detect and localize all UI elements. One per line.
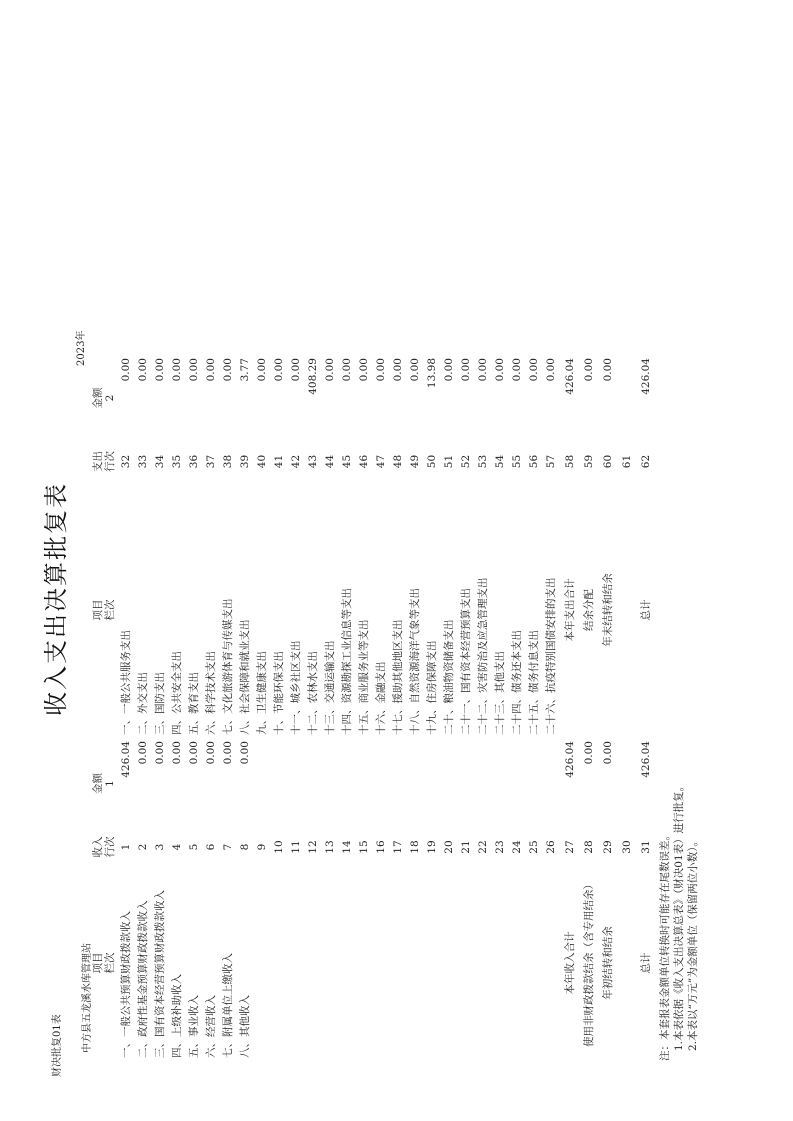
income-amount-cell bbox=[617, 738, 636, 829]
expense-label: 支出 bbox=[92, 451, 104, 472]
income-item-cell bbox=[543, 865, 560, 1061]
income-amount-cell bbox=[288, 738, 305, 829]
income-item-cell bbox=[441, 865, 458, 1061]
expense-rownum-cell: 32 bbox=[120, 454, 132, 469]
expense-rownum-cell: 45 bbox=[341, 454, 353, 469]
expense-rownum-cell: 47 bbox=[375, 454, 387, 469]
expense-item-cell: 本年支出合计 bbox=[564, 578, 576, 642]
income-item-cell bbox=[390, 865, 407, 1061]
income-rownum-cell: 4 bbox=[171, 843, 183, 851]
income-amount-cell: 0.00 bbox=[171, 741, 183, 765]
income-item-cell bbox=[322, 865, 339, 1061]
income-item-cell bbox=[373, 865, 390, 1061]
income-amount-cell: 0.00 bbox=[239, 741, 251, 765]
income-rownum-cell: 16 bbox=[375, 840, 387, 854]
income-item-cell bbox=[424, 865, 441, 1061]
total-row bbox=[617, 355, 636, 1061]
expense-amount-cell: 426.04 bbox=[564, 358, 576, 395]
expense-item-cell: 六、科学技术支出 bbox=[205, 651, 217, 735]
expense-item-cell: 二、外交支出 bbox=[137, 672, 149, 735]
table-row bbox=[492, 355, 509, 1061]
expense-rownum-cell: 33 bbox=[137, 454, 149, 469]
income-item-cell bbox=[288, 865, 305, 1061]
income-rownum-cell: 15 bbox=[358, 840, 370, 854]
table-row bbox=[169, 355, 186, 1061]
income-rownum-cell: 8 bbox=[239, 843, 251, 851]
table-row bbox=[152, 355, 169, 1061]
table-row bbox=[305, 355, 322, 1061]
income-item-cell bbox=[271, 865, 288, 1061]
income-rownum-header bbox=[90, 829, 118, 865]
expense-item-cell: 八、社会保障和就业支出 bbox=[239, 619, 251, 735]
table-row bbox=[322, 355, 339, 1061]
table-header bbox=[90, 355, 118, 1061]
income-item-cell: 总计 bbox=[640, 952, 652, 974]
expense-item-cell: 二十、粮油物资储备支出 bbox=[443, 619, 455, 735]
expense-rownum-cell: 60 bbox=[602, 454, 614, 469]
income-rownum-cell: 26 bbox=[545, 840, 557, 854]
income-amount-header bbox=[90, 738, 118, 829]
expense-item-header bbox=[90, 482, 118, 738]
expense-item-cell: 一、一般公共服务支出 bbox=[120, 630, 132, 735]
table-row bbox=[373, 355, 390, 1061]
income-amount-cell bbox=[356, 738, 373, 829]
table-row bbox=[135, 355, 152, 1061]
income-item-cell bbox=[356, 865, 373, 1061]
income-rownum-cell: 7 bbox=[222, 843, 234, 851]
expense-amount-cell: 3.77 bbox=[239, 358, 251, 382]
total-row bbox=[579, 355, 598, 1061]
expense-amount-cell: 0.00 bbox=[171, 358, 183, 382]
income-label: 收入 bbox=[92, 836, 104, 858]
expense-item-cell: 四、公共安全支出 bbox=[171, 651, 183, 735]
expense-amount-cell: 0.00 bbox=[443, 358, 455, 382]
expense-item-cell: 十二、农林水支出 bbox=[307, 651, 319, 735]
table-row bbox=[475, 355, 492, 1061]
expense-rownum-cell: 40 bbox=[256, 454, 268, 469]
total-row bbox=[560, 355, 579, 1061]
income-amount-cell bbox=[339, 738, 356, 829]
income-amount-cell: 0.00 bbox=[188, 741, 200, 765]
income-item-cell bbox=[492, 865, 509, 1061]
expense-rownum-cell: 59 bbox=[583, 454, 595, 469]
income-item-cell bbox=[305, 865, 322, 1061]
income-amount-cell bbox=[492, 738, 509, 829]
income-rownum-cell: 5 bbox=[188, 843, 200, 851]
expense-amount-cell: 0.00 bbox=[341, 358, 353, 382]
income-amount-cell: 0.00 bbox=[222, 741, 234, 765]
income-amount-cell bbox=[407, 738, 424, 829]
expense-rownum-cell: 57 bbox=[545, 454, 557, 469]
income-rownum-cell: 18 bbox=[409, 840, 421, 854]
income-amount-cell bbox=[475, 738, 492, 829]
expense-rownum-cell: 42 bbox=[290, 454, 302, 469]
expense-amount-cell: 0.00 bbox=[120, 358, 132, 382]
expense-rownum-cell: 49 bbox=[409, 454, 421, 469]
income-amount-cell: 426.04 bbox=[120, 741, 132, 778]
expense-amount-cell: 0.00 bbox=[545, 358, 557, 382]
expense-rownum-header bbox=[90, 441, 118, 482]
income-amount-cell bbox=[526, 738, 543, 829]
income-item-cell: 使用非财政拨款结余（含专用结余） bbox=[583, 879, 595, 1047]
expense-amount-cell: 0.00 bbox=[477, 358, 489, 382]
expense-rownum-cell: 53 bbox=[477, 454, 489, 469]
expense-rownum-cell: 41 bbox=[273, 454, 285, 469]
income-item-cell: 四、上级补助收入 bbox=[171, 974, 183, 1058]
rownum-label: 行次 bbox=[104, 451, 116, 472]
income-item-cell: 三、国有资本经营预算财政拨款收入 bbox=[154, 890, 166, 1058]
expense-amount-cell: 13.98 bbox=[426, 358, 438, 389]
income-item-cell: 一、一般公共预算财政拨款收入 bbox=[120, 911, 132, 1058]
income-rownum-cell: 6 bbox=[205, 843, 217, 851]
expense-amount-cell: 0.00 bbox=[188, 358, 200, 382]
expense-amount-cell: 0.00 bbox=[205, 358, 217, 382]
expense-amount-cell: 0.00 bbox=[392, 358, 404, 382]
income-rownum-cell: 20 bbox=[443, 840, 455, 854]
expense-amount-cell: 0.00 bbox=[460, 358, 472, 382]
expense-rownum-cell: 35 bbox=[171, 454, 183, 469]
expense-item-cell: 三、国防支出 bbox=[154, 672, 166, 735]
income-item-cell bbox=[458, 865, 475, 1061]
expense-rownum-cell: 61 bbox=[621, 454, 633, 469]
income-amount-cell: 0.00 bbox=[154, 741, 166, 765]
income-amount-cell bbox=[271, 738, 288, 829]
table-row bbox=[118, 355, 135, 1061]
expense-amount-cell: 0.00 bbox=[290, 358, 302, 382]
income-rownum-cell: 12 bbox=[307, 840, 319, 854]
income-amount-cell: 0.00 bbox=[205, 741, 217, 765]
income-item-cell: 年初结转和结余 bbox=[602, 926, 614, 1000]
income-rownum-cell: 10 bbox=[273, 840, 285, 854]
expense-item-cell: 十四、资源勘探工业信息等支出 bbox=[341, 588, 353, 735]
expense-item-cell: 十一、城乡社区支出 bbox=[290, 640, 302, 735]
income-rownum-cell: 13 bbox=[324, 840, 336, 854]
expense-item-cell: 二十一、国有资本经营预算支出 bbox=[460, 588, 472, 735]
expense-rownum-cell: 51 bbox=[443, 454, 455, 469]
table-row bbox=[288, 355, 305, 1061]
income-rownum-cell: 17 bbox=[392, 840, 404, 854]
income-amount-cell: 0.00 bbox=[137, 741, 149, 765]
expense-item-cell: 二十五、债务付息支出 bbox=[528, 630, 540, 735]
income-item-cell: 七、附属单位上缴收入 bbox=[222, 953, 234, 1058]
expense-rownum-cell: 44 bbox=[324, 454, 336, 469]
expense-amount-cell: 0.00 bbox=[409, 358, 421, 382]
table-body bbox=[118, 355, 560, 1061]
expense-rownum-cell: 50 bbox=[426, 454, 438, 469]
expense-amount-cell: 0.00 bbox=[375, 358, 387, 382]
income-amount-cell bbox=[373, 738, 390, 829]
income-item-header bbox=[90, 865, 118, 1061]
expense-item-cell: 年末结转和结余 bbox=[602, 573, 614, 647]
expense-rownum-cell: 46 bbox=[358, 454, 370, 469]
income-rownum-cell: 22 bbox=[477, 840, 489, 854]
table-row bbox=[509, 355, 526, 1061]
income-rownum-cell: 1 bbox=[120, 843, 132, 851]
income-rownum-cell: 21 bbox=[460, 840, 472, 854]
note-line: 2.本表以“万元”为金额单位（保留两位小数）。 bbox=[687, 835, 699, 1051]
expense-amount-cell: 0.00 bbox=[511, 358, 523, 382]
expense-amount-cell: 0.00 bbox=[602, 358, 614, 382]
expense-item-cell: 五、教育支出 bbox=[188, 672, 200, 735]
expense-rownum-cell: 48 bbox=[392, 454, 404, 469]
income-item-cell bbox=[407, 865, 424, 1061]
income-rownum-cell: 27 bbox=[564, 840, 576, 854]
income-amount-cell bbox=[322, 738, 339, 829]
table-row bbox=[458, 355, 475, 1061]
table-row bbox=[407, 355, 424, 1061]
income-item-cell: 五、事业收入 bbox=[188, 995, 200, 1058]
expense-rownum-cell: 55 bbox=[511, 454, 523, 469]
table-row bbox=[543, 355, 560, 1061]
expense-rownum-cell: 52 bbox=[460, 454, 472, 469]
expense-item-cell: 二十六、抗疫特别国债安排的支出 bbox=[545, 577, 557, 735]
col-label: 栏次 bbox=[104, 599, 116, 621]
income-amount-cell bbox=[305, 738, 322, 829]
table-row bbox=[220, 355, 237, 1061]
income-rownum-cell: 31 bbox=[640, 840, 652, 854]
income-rownum-cell: 23 bbox=[494, 840, 506, 854]
form-code: 财决批复01表 bbox=[52, 1014, 63, 1077]
expense-amount-header bbox=[90, 355, 118, 441]
income-rownum-cell: 28 bbox=[583, 840, 595, 854]
expense-item-cell: 十七、援助其他地区支出 bbox=[392, 619, 404, 735]
income-rownum-cell: 2 bbox=[137, 843, 149, 851]
total-row bbox=[636, 355, 655, 1061]
table-totals bbox=[560, 355, 655, 1061]
income-amount-cell: 426.04 bbox=[640, 741, 652, 778]
table-row bbox=[390, 355, 407, 1061]
income-rownum-cell: 19 bbox=[426, 840, 438, 854]
table-row bbox=[271, 355, 288, 1061]
income-amount-cell: 0.00 bbox=[602, 741, 614, 765]
item-label: 项目 bbox=[92, 952, 104, 974]
expense-rownum-cell: 62 bbox=[640, 454, 652, 469]
amount-label: 金额 bbox=[92, 773, 104, 794]
table-row bbox=[254, 355, 271, 1061]
income-rownum-cell: 9 bbox=[256, 843, 268, 851]
total-row bbox=[598, 355, 617, 1061]
expense-item-cell: 十六、金融支出 bbox=[375, 661, 387, 735]
expense-rownum-cell: 38 bbox=[222, 454, 234, 469]
income-amount-cell bbox=[441, 738, 458, 829]
expense-rownum-cell: 43 bbox=[307, 454, 319, 469]
note-line: 1.本表依据《收入支出决算总表》（财决01表）进行批复。 bbox=[673, 780, 685, 1051]
expense-amount-cell: 0.00 bbox=[528, 358, 540, 382]
income-amount-cell bbox=[543, 738, 560, 829]
expense-rownum-cell: 36 bbox=[188, 454, 200, 469]
amount-label: 金额 bbox=[92, 387, 104, 409]
expense-item-cell: 九、卫生健康支出 bbox=[256, 651, 268, 735]
report-year: 2023年 bbox=[76, 330, 87, 366]
expense-item-cell: 七、文化旅游体育与传媒支出 bbox=[222, 598, 234, 735]
rownum-label: 行次 bbox=[104, 836, 116, 858]
income-rownum-cell: 30 bbox=[621, 840, 633, 854]
income-amount-cell bbox=[509, 738, 526, 829]
note-line: 注：本套报表金额单位转换时可能存在尾数误差。 bbox=[659, 830, 671, 1061]
notes bbox=[658, 781, 700, 1061]
income-rownum-cell: 14 bbox=[341, 840, 353, 854]
income-item-cell: 八、其他收入 bbox=[239, 995, 251, 1058]
expense-item-cell: 总计 bbox=[640, 599, 652, 621]
col-label: 栏次 bbox=[104, 952, 116, 974]
expense-item-cell: 十九、住房保障支出 bbox=[426, 640, 438, 735]
table-row bbox=[424, 355, 441, 1061]
expense-item-cell: 二十三、其他支出 bbox=[494, 651, 506, 735]
income-item-cell: 二、政府性基金预算财政拨款收入 bbox=[137, 900, 149, 1058]
expense-amount-cell: 0.00 bbox=[358, 358, 370, 382]
income-rownum-cell: 3 bbox=[154, 843, 166, 851]
expense-item-cell: 十三、交通运输支出 bbox=[324, 640, 336, 735]
income-item-cell: 六、经营收入 bbox=[205, 995, 217, 1058]
expense-rownum-cell: 34 bbox=[154, 454, 166, 469]
expense-rownum-cell: 37 bbox=[205, 454, 217, 469]
table-row bbox=[339, 355, 356, 1061]
income-amount-cell bbox=[390, 738, 407, 829]
income-amount-cell bbox=[424, 738, 441, 829]
expense-amount-cell: 0.00 bbox=[222, 358, 234, 382]
income-rownum-cell: 25 bbox=[528, 840, 540, 854]
income-item-cell bbox=[509, 865, 526, 1061]
expense-amount-cell: 408.29 bbox=[307, 358, 319, 395]
expense-amount-cell: 0.00 bbox=[154, 358, 166, 382]
expense-item-cell bbox=[617, 482, 636, 738]
expense-rownum-cell: 58 bbox=[564, 454, 576, 469]
income-expense-table bbox=[90, 355, 655, 1061]
income-item-cell bbox=[475, 865, 492, 1061]
expense-amount-cell: 0.00 bbox=[324, 358, 336, 382]
item-label: 项目 bbox=[92, 599, 104, 621]
expense-rownum-cell: 56 bbox=[528, 454, 540, 469]
expense-amount-cell: 0.00 bbox=[494, 358, 506, 382]
income-amount-cell: 0.00 bbox=[583, 741, 595, 765]
table-row bbox=[237, 355, 254, 1061]
expense-item-cell: 十、节能环保支出 bbox=[273, 651, 285, 735]
col1-label: 1 bbox=[104, 780, 116, 787]
income-item-cell bbox=[339, 865, 356, 1061]
income-amount-cell bbox=[458, 738, 475, 829]
income-item-cell: 本年收入合计 bbox=[564, 931, 576, 995]
expense-rownum-cell: 39 bbox=[239, 454, 251, 469]
expense-item-cell: 十五、商业服务业等支出 bbox=[358, 619, 370, 735]
expense-amount-cell: 0.00 bbox=[137, 358, 149, 382]
income-amount-cell bbox=[254, 738, 271, 829]
income-item-cell bbox=[526, 865, 543, 1061]
table-row bbox=[441, 355, 458, 1061]
table-row bbox=[186, 355, 203, 1061]
expense-item-cell: 二十四、债务还本支出 bbox=[511, 630, 523, 735]
table-row bbox=[356, 355, 373, 1061]
income-item-cell bbox=[617, 865, 636, 1061]
table-row bbox=[203, 355, 220, 1061]
expense-item-cell: 十八、自然资源海洋气象等支出 bbox=[409, 588, 421, 735]
expense-item-cell: 二十二、灾害防治及应急管理支出 bbox=[477, 577, 489, 735]
expense-amount-cell: 426.04 bbox=[640, 358, 652, 395]
income-rownum-cell: 24 bbox=[511, 840, 523, 854]
income-item-cell bbox=[254, 865, 271, 1061]
expense-rownum-cell: 54 bbox=[494, 454, 506, 469]
table-row bbox=[526, 355, 543, 1061]
page-title: 收入支出决算批复表 bbox=[42, 482, 70, 716]
col2-label: 2 bbox=[104, 394, 116, 402]
income-rownum-cell: 29 bbox=[602, 840, 614, 854]
expense-amount-cell: 0.00 bbox=[273, 358, 285, 382]
expense-amount-cell: 0.00 bbox=[583, 358, 595, 382]
expense-amount-cell bbox=[617, 355, 636, 441]
income-amount-cell: 426.04 bbox=[564, 741, 576, 778]
expense-amount-cell: 0.00 bbox=[256, 358, 268, 382]
expense-item-cell: 结余分配 bbox=[583, 589, 595, 631]
unit-name: 中方县五龙溪水库管理站 bbox=[82, 943, 93, 1053]
income-rownum-cell: 11 bbox=[290, 840, 302, 854]
